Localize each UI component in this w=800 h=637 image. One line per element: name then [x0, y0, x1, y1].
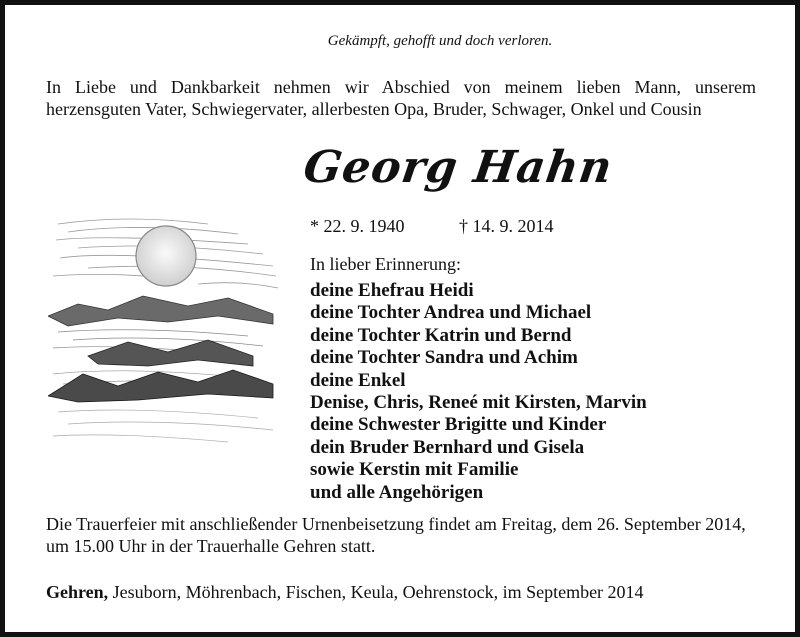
family-member: deine Tochter Andrea und Michael [310, 302, 592, 324]
family-member: sowie Kerstin mit Familie [310, 459, 519, 481]
service-line-1: Die Trauerfeier mit anschließender Urnenbeisetzung findet am Freitag, dem 26. September 2014, [46, 514, 746, 534]
mountain-ridge-3 [48, 370, 273, 402]
family-member: deine Tochter Katrin und Bernd [310, 324, 572, 346]
intro-line-2: herzensguten Vater, Schwiegervater, allerbesten Opa, Bruder, Schwager, Onkel und Cousin [46, 99, 702, 119]
service-line-2: um 15.00 Uhr in der Trauerhalle Gehren statt. [46, 536, 376, 556]
intro-line-1: In Liebe und Dankbarkeit nehmen wir Abschied von meinem lieben Mann, unserem [46, 77, 756, 97]
family-member: deine Schwester Brigitte und Kinder [310, 414, 607, 436]
motto: Gekämpft, gehofft und doch verloren. [327, 33, 553, 49]
family-member: und alle Angehörigen [310, 481, 484, 503]
life-dates [310, 216, 554, 237]
funeral-service-info [46, 513, 766, 557]
family-member: dein Bruder Bernhard und Gisela [310, 436, 585, 458]
family-member: Denise, Chris, Reneé mit Kirsten, Marvin [310, 392, 647, 414]
deceased-name: Georg Hahn [300, 142, 616, 193]
intro-text [46, 76, 756, 120]
mountain-ridge-1 [48, 296, 273, 326]
family-member: deine Ehefrau Heidi [310, 280, 474, 301]
sun-icon [136, 226, 196, 286]
death-date: † 14. 9. 2014 [459, 216, 554, 236]
family-list [310, 280, 647, 504]
place-rest: Jesuborn, Möhrenbach, Fischen, Keula, Oehrenstock, im September 2014 [108, 582, 644, 602]
remembrance-label: In lieber Erinnerung: [310, 254, 461, 274]
water-hatching-3 [53, 410, 273, 442]
place-main: Gehren, [46, 582, 109, 602]
landscape-sketch-illustration [48, 206, 280, 460]
birth-date: * 22. 9. 1940 [310, 216, 405, 236]
family-member: deine Tochter Sandra und Achim [310, 347, 578, 369]
place-and-date [46, 582, 644, 603]
mountain-ridge-2 [88, 340, 253, 366]
family-member: deine Enkel [310, 369, 406, 391]
